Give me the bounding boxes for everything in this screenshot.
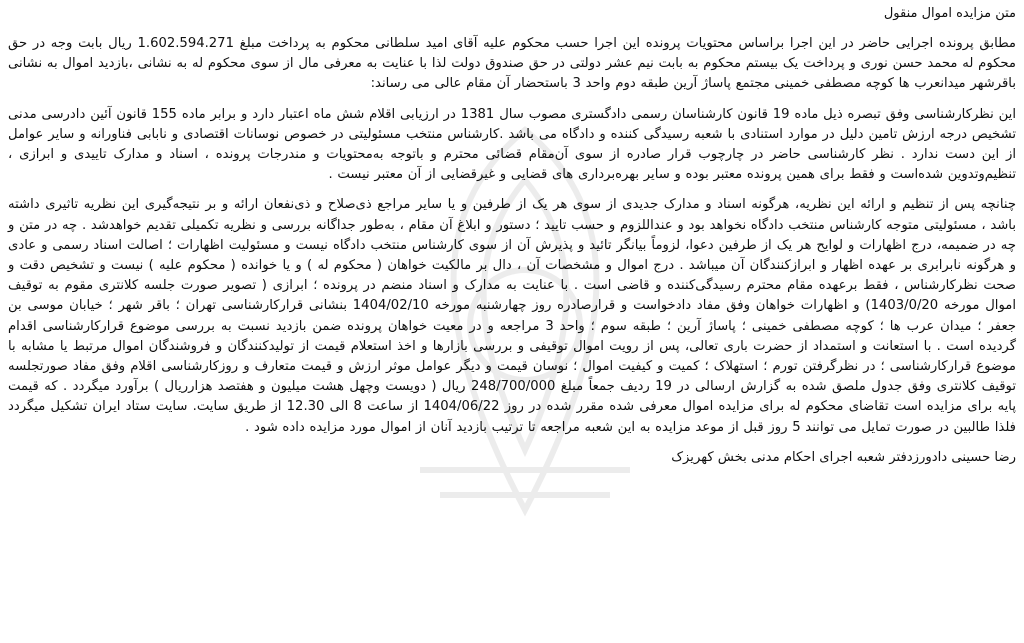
paragraph-auction-details: چنانچه پس از تنظیم و ارائه این نظریه، هرگونه اسناد و مدارک جدیدی از سوی هر یک از طرفین و یا سایر مراجع ذی‌صلاح و ذی‌نفعان ارائه و بر نتیجه‌گیری این نظریه تاثیری داشته باشد ، مسئولیتی متوجه کارشناس منتخب دادگاه نخواهد بود و عنداللزوم و حسب تایید ؛ دستور و ابلاغ آن مقام ، به‌طور جداگانه بررسی و نظریه تکمیلی تقدیم خواهدشد . چه در متن و چه در ضمیمه، درج اظهارات و لوایح هر یک از طرفین دعوا، لزوماً بیانگر تائید و پذیرش آن از سوی کارشناس منتخب دادگاه نیست و مسئولیت اظهارات ؛ اصالت اسناد رسمی و عادی و هرگونه نابرابری بر عهده اظهار و ابرازکنندگان آن میباشد . درج اموال و مشخصات آن ، دال بر مالکیت خواهان ( محکوم له ) و یا خوانده ( محکوم علیه ) نیست و تشخیص دقت و صحت نظرکارشناس ، فقط برعهده مقام محترم رسیدگی‌کننده و قاضی است . با عنایت به مدارک و اسناد منضم در پرونده ؛ ابرازی ( تصویر صورت جلسه کلانتری مقوم به توقیف اموال مورخه 1403/0/20) و اظهارات خواهان وفق مفاد دادخواست و قرارصادره روز چهارشنبه مورخه 1404/02/10 بنشانی قرارکارشناسی تهران ؛ باقر شهر ؛ خیابان موسی بن جعفر ؛ میدان عرب ها ؛ کوچه مصطفی خمینی ؛ پاساژ آرین ؛ طبقه سوم ؛ واحد 3 مراجعه و در معیت خواهان پرونده ضمن بازدید نسبت به بررسی موضوع قرارکارشناسی اقدام گردیده است . با استعانت و استمداد از حضرت باری تعالی، پس از رویت اموال توقیفی و بررسی بازارها و اخذ استعلام قیمت از تولیدکنندگان و فروشندگان اموال مرتبط یا مشابه با موضوع قرارکارشناسی ؛ در نظرگرفتن تورم ؛ استهلاک ؛ کمیت و کیفیت اموال ؛ نوسان قیمت و دیگر عوامل موثر ارزش و قیمت متعارف و روزکارشناسی اقلام وفق مفاد صورتجلسه توقیف کلانتری وفق جدول ملصق شده به گزارش ارسالی در 19 ردیف جمعاً مبلغ 248/700/000 ریال ( دویست وچهل هشت میلیون و هفتصد هزارریال ) برآورد میگردد . که قیمت پایه برای مزایده است تقاضای محکوم له برای مزایده اموال معرفی شده مقرر شده در روز 1404/06/22 از ساعت 8 الی 12.30 از طریق سایت. سایت ستاد ایران تشکیل میگردد فلذا طالبین در صورت تمایل می توانند 5 روز قبل از موعد مزایده به این شعبه مراجعه تا ترتیب بازدید آنان از اموال مورد مزایده داده شود . bbox=[8, 197, 1016, 435]
paragraph-expert-validity: این نظرکارشناسی وفق تبصره ذیل ماده 19 قانون کارشناسان رسمی دادگستری مصوب سال 1381 در ارزیابی اقلام شش ماه اعتبار دارد و برابر ماده 155 قانون آئین دادرسی مدنی تشخیص درجه ارزش تامین دلیل در موارد استنادی با شعبه رسیدگی کننده و دادگاه می باشد .کارشناس منتخب مسئولیتی در خصوص نوسانات اقتصادی و نابابی فناورانه و سایر عوامل از این دست ندارد . نظر کارشناسی حاضر در چارچوب قرار صادره از سوی آن‌مقام قضائی محترم و باتوجه به‌محتویات و مندرجات پرونده ، اسناد و مدارک تاییدی و ابرازی ، تنظیم‌وتدوین شده‌است و فقط برای همین پرونده معتبر بوده و سایر بهره‌برداری های قضایی و غیرقضایی از آن معتبر نیست . bbox=[8, 106, 1016, 183]
signature-line: رضا حسینی دادورزدفتر شعبه اجرای احکام مدنی بخش کهریزک bbox=[671, 449, 1016, 465]
document-title: متن مزایده اموال منقول bbox=[883, 6, 1016, 21]
paragraph-intro: مطابق پرونده اجرایی حاضر در این اجرا براساس محتویات پرونده این اجرا حسب محکوم علیه آقای امید سلطانی محکوم به پرداخت مبلغ 1.602.594.271 ریال بابت وجه در حق محکوم له محمد حسن نوری و پرداخت یک بیستم محکوم به بابت نیم عشر دولتی در حق صندوق دولت لذا با عنایت به معرفی مال از سوی محکوم له به نشانی ،بازدید اموال به نشانی باقرشهر میدانعرب ها کوچه مصطفی خمینی مجتمع پاساژ آرین طبقه دوم واحد 3 باستحضار آن مقام عالی می رساند: bbox=[8, 36, 1016, 92]
